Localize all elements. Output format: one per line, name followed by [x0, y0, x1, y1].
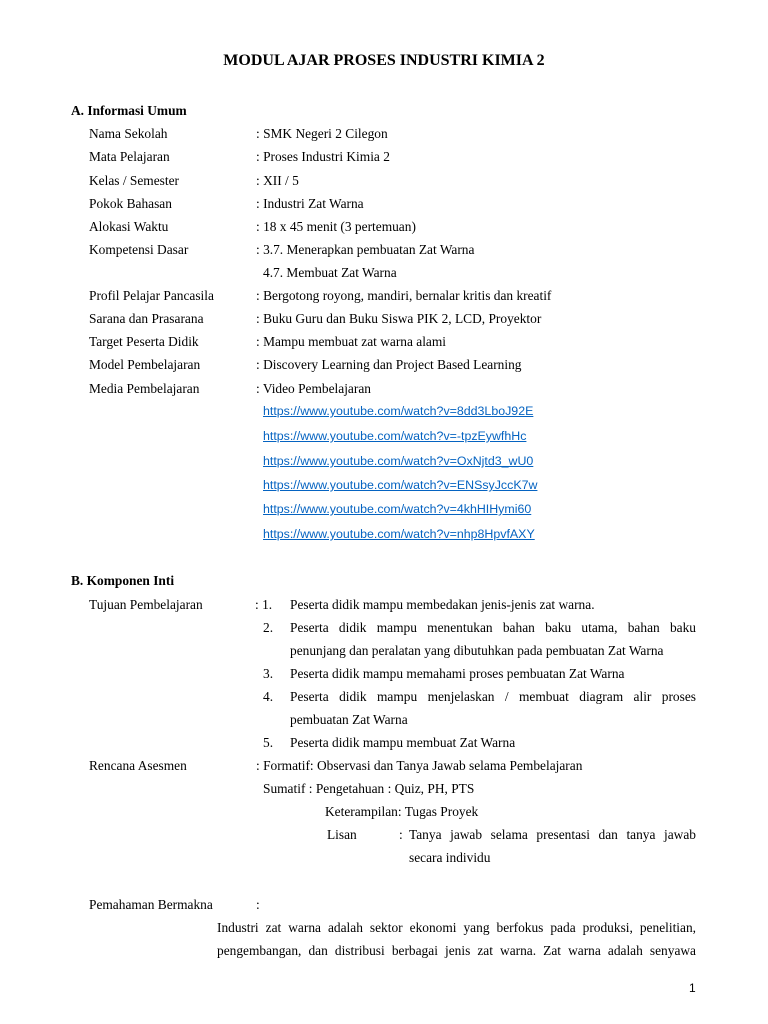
asesmen-formatif: : Formatif: Observasi dan Tanya Jawab selama Pembelajaran [256, 758, 583, 773]
tujuan-item-text: Peserta didik mampu menjelaskan / membuat diagram alir proses [290, 689, 696, 704]
video-link[interactable]: https://www.youtube.com/watch?v=OxNjtd3_wU0 [263, 454, 534, 468]
row-value: : SMK Negeri 2 Cilegon [256, 126, 388, 141]
row-label: Model Pembelajaran [89, 357, 201, 372]
asesmen-lisan-label: Lisan [327, 827, 357, 842]
asesmen-keterampilan: Keterampilan: Tugas Proyek [325, 804, 479, 819]
asesmen-label: Rencana Asesmen [89, 758, 187, 773]
row-value: : Proses Industri Kimia 2 [256, 149, 390, 164]
tujuan-colon-number: : 1. [255, 597, 273, 612]
tujuan-item-text: Peserta didik mampu membuat Zat Warna [290, 735, 516, 750]
row-label: Profil Pelajar Pancasila [89, 288, 214, 303]
tujuan-label: Tujuan Pembelajaran [89, 597, 203, 612]
video-link[interactable]: https://www.youtube.com/watch?v=-tpzEywfhHc [263, 429, 527, 443]
row-label: Pokok Bahasan [89, 196, 172, 211]
row-value: : Bergotong royong, mandiri, bernalar kritis dan kreatif [256, 288, 552, 303]
row-label: Target Peserta Didik [89, 334, 199, 349]
section-b-heading: B. Komponen Inti [71, 573, 175, 588]
row-label: Mata Pelajaran [89, 149, 170, 164]
tujuan-item-text: Peserta didik mampu menentukan bahan baku utama, bahan baku [290, 620, 696, 635]
tujuan-item-text: penunjang dan peralatan yang dibutuhkan pada pembuatan Zat Warna [290, 643, 664, 658]
tujuan-item-text: Peserta didik mampu memahami proses pembuatan Zat Warna [290, 666, 625, 681]
row-value: : XII / 5 [256, 173, 299, 188]
row-value: : Buku Guru dan Buku Siswa PIK 2, LCD, Proyektor [256, 311, 542, 326]
tujuan-item-number: 2. [263, 620, 274, 635]
video-link[interactable]: https://www.youtube.com/watch?v=8dd3LboJ92E [263, 404, 534, 418]
pemahaman-paragraph-line: pengembangan, dan distribusi berbagai jenis zat warna. Zat warna adalah senyawa [217, 943, 696, 958]
row-value: : Video Pembelajaran [256, 381, 371, 396]
row-value: : 3.7. Menerapkan pembuatan Zat Warna [256, 242, 475, 257]
pemahaman-colon: : [256, 897, 260, 912]
page-number: 1 [689, 981, 696, 995]
row-label: Kompetensi Dasar [89, 242, 189, 257]
asesmen-lisan-text: Tanya jawab selama presentasi dan tanya jawab [409, 827, 696, 842]
row-label: Alokasi Waktu [89, 219, 169, 234]
video-link[interactable]: https://www.youtube.com/watch?v=4khHIHymi60 [263, 502, 532, 516]
row-label: Nama Sekolah [89, 126, 168, 141]
tujuan-item-number: 3. [263, 666, 274, 681]
asesmen-lisan-colon: : [399, 827, 403, 842]
video-link[interactable]: https://www.youtube.com/watch?v=ENSsyJccK7w [263, 478, 538, 492]
document-title: MODUL AJAR PROSES INDUSTRI KIMIA 2 [223, 52, 545, 69]
row-label: Media Pembelajaran [89, 381, 200, 396]
row-value: : 18 x 45 menit (3 pertemuan) [256, 219, 416, 234]
row-value: : Mampu membuat zat warna alami [256, 334, 447, 349]
pemahaman-label: Pemahaman Bermakna [89, 897, 213, 912]
row-value: : Discovery Learning dan Project Based Learning [256, 357, 522, 372]
asesmen-lisan-text: secara individu [409, 850, 491, 865]
tujuan-item-text: pembuatan Zat Warna [290, 712, 408, 727]
section-a-heading: A. Informasi Umum [71, 103, 187, 118]
row-value: : Industri Zat Warna [256, 196, 364, 211]
asesmen-sumatif: Sumatif : Pengetahuan : Quiz, PH, PTS [263, 781, 475, 796]
row-label: Sarana dan Prasarana [89, 311, 204, 326]
row-label: Kelas / Semester [89, 173, 179, 188]
tujuan-item-text: Peserta didik mampu membedakan jenis-jenis zat warna. [290, 597, 595, 612]
pemahaman-paragraph-line: Industri zat warna adalah sektor ekonomi yang berfokus pada produksi, penelitian, [217, 920, 696, 935]
row-value-continuation: 4.7. Membuat Zat Warna [263, 265, 397, 280]
tujuan-item-number: 4. [263, 689, 274, 704]
video-link[interactable]: https://www.youtube.com/watch?v=nhp8HpvfAXY [263, 527, 535, 541]
tujuan-item-number: 5. [263, 735, 274, 750]
